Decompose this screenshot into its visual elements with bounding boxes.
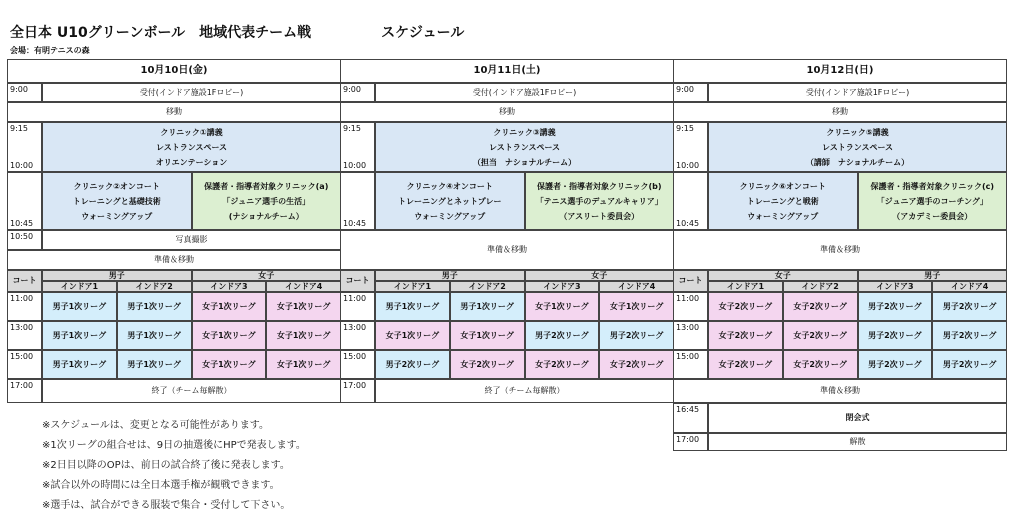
match-cell: 女子2次リーグ	[708, 292, 783, 321]
clinic-parents-cell-line: （アカデミー委員会）	[892, 211, 973, 221]
group-header: 女子	[525, 270, 675, 281]
time-label: 10:50	[7, 230, 42, 250]
match-cell: 男子1次リーグ	[117, 321, 192, 350]
time-label: 9:00	[7, 83, 42, 102]
court-label: コート	[673, 270, 708, 292]
lecture-cell-line: （講師 ナショナルチーム）	[805, 157, 910, 167]
match-cell: 女子1次リーグ	[192, 350, 267, 379]
match-cell: 女子1次リーグ	[266, 292, 341, 321]
time-label: 9:00	[673, 83, 708, 102]
court-header: インドア1	[708, 281, 783, 292]
lecture-cell-line: レストランスペース	[821, 142, 894, 152]
match-cell: 男子2次リーグ	[858, 321, 933, 350]
clinic-parents-cell-line: 保護者・指導者対象クリニック(c)	[870, 181, 995, 191]
match-cell: 男子2次リーグ	[525, 321, 600, 350]
match-cell: 女子1次リーグ	[266, 321, 341, 350]
match-cell: 女子1次リーグ	[599, 292, 674, 321]
day-header: 10月12日(日)	[673, 59, 1007, 83]
court-header: インドア3	[858, 281, 933, 292]
note-item: ※1次リーグの組合せは、9日の抽選後にHPで発表します。	[42, 440, 306, 451]
clinic-parents-cell	[525, 172, 675, 230]
group-header: 男子	[858, 270, 1008, 281]
clinic-parents-cell-line: 「テニス選手のデュアルキャリア」	[535, 196, 663, 206]
clinic-oncourt-cell-line: トレーニングと基礎技術	[72, 196, 161, 206]
time-label: 11:00	[7, 292, 42, 321]
match-cell: 男子2次リーグ	[932, 350, 1007, 379]
match-cell: 男子2次リーグ	[858, 292, 933, 321]
move-cell: 移動	[340, 102, 674, 122]
time-start: 9:15	[343, 124, 361, 133]
day-header: 10月11日(土)	[340, 59, 674, 83]
time-label: 11:00	[340, 292, 375, 321]
time-label: 13:00	[673, 321, 708, 350]
time-label: 17:00	[340, 379, 375, 403]
match-cell: 男子2次リーグ	[932, 292, 1007, 321]
match-cell: 女子1次リーグ	[525, 292, 600, 321]
court-header: インドア2	[117, 281, 192, 292]
match-cell: 女子2次リーグ	[525, 350, 600, 379]
match-cell: 女子1次リーグ	[375, 321, 450, 350]
clinic-oncourt-cell-line: クリニック④オンコート	[406, 181, 493, 191]
match-cell: 女子1次リーグ	[192, 321, 267, 350]
court-header: インドア3	[192, 281, 267, 292]
note-item: ※2日目以降のOPは、前日の試合終了後に発表します。	[42, 460, 290, 471]
group-header: 女子	[192, 270, 342, 281]
lecture-cell	[42, 122, 341, 172]
lecture-cell-line: クリニック①講義	[160, 127, 223, 137]
clinic-parents-cell-line: 保護者・指導者対象クリニック(b)	[536, 181, 662, 191]
photo-cell: 写真撮影	[42, 230, 341, 250]
day-header: 10月10日(金)	[7, 59, 341, 83]
time-label: 13:00	[7, 321, 42, 350]
match-cell: 女子2次リーグ	[783, 292, 858, 321]
reception-cell: 受付(インドア施設1Fロビー)	[42, 83, 341, 102]
clinic-parents-cell-line: 「ジュニア選手のコーチング」	[876, 196, 988, 206]
time-label	[340, 172, 375, 230]
match-cell: 女子2次リーグ	[783, 321, 858, 350]
dismiss-cell: 解散	[708, 433, 1007, 451]
clinic-oncourt-cell	[708, 172, 858, 230]
clinic-oncourt-cell	[42, 172, 192, 230]
reception-cell: 受付(インドア施設1Fロビー)	[708, 83, 1007, 102]
time-label: 17:00	[7, 379, 42, 403]
prep-cell: 準備＆移動	[673, 230, 1007, 270]
match-cell: 男子1次リーグ	[450, 292, 525, 321]
match-cell: 男子1次リーグ	[42, 292, 117, 321]
clinic-parents-cell-line: （アスリート委員会）	[559, 211, 640, 221]
prep-cell: 準備＆移動	[340, 230, 674, 270]
match-cell: 男子1次リーグ	[42, 350, 117, 379]
match-cell: 男子1次リーグ	[117, 292, 192, 321]
lecture-cell-line: クリニック⑤講義	[826, 127, 889, 137]
time-label: 13:00	[340, 321, 375, 350]
court-label: コート	[340, 270, 375, 292]
court-header: インドア2	[783, 281, 858, 292]
match-cell: 女子1次リーグ	[450, 321, 525, 350]
time-label	[7, 122, 42, 172]
group-header: 男子	[42, 270, 192, 281]
clinic-oncourt-cell-line: トレーニングとネットプレー	[398, 196, 502, 206]
court-header: インドア4	[266, 281, 341, 292]
court-header: インドア1	[42, 281, 117, 292]
match-cell: 女子2次リーグ	[599, 350, 674, 379]
move-cell: 移動	[673, 102, 1007, 122]
match-cell: 男子1次リーグ	[375, 292, 450, 321]
match-cell: 男子2次リーグ	[858, 350, 933, 379]
match-cell: 女子1次リーグ	[192, 292, 267, 321]
time-label	[673, 172, 708, 230]
time-label: 17:00	[673, 433, 708, 451]
match-cell: 男子1次リーグ	[117, 350, 192, 379]
match-cell: 女子2次リーグ	[708, 350, 783, 379]
time-label: 15:00	[673, 350, 708, 379]
court-label: コート	[7, 270, 42, 292]
page-title: 全日本 U10グリーンボール 地域代表チーム戦 スケジュール	[10, 25, 465, 41]
closing-cell: 閉会式	[708, 403, 1007, 433]
group-header: 女子	[708, 270, 858, 281]
clinic-oncourt-cell-line: ウォーミングアップ	[747, 211, 819, 221]
court-header: インドア3	[525, 281, 600, 292]
court-header: インドア4	[599, 281, 674, 292]
time-end: 10:00	[343, 161, 367, 170]
lecture-cell-line: （担当 ナショナルチーム）	[472, 157, 577, 167]
match-cell: 女子2次リーグ	[450, 350, 525, 379]
match-cell: 男子2次リーグ	[932, 321, 1007, 350]
clinic-parents-cell	[192, 172, 342, 230]
clinic-oncourt-cell-line: クリニック⑥オンコート	[739, 181, 826, 191]
time-label: 15:00	[7, 350, 42, 379]
time-label: 11:00	[673, 292, 708, 321]
time-end: 10:45	[676, 219, 700, 228]
end-cell: 終了（チーム毎解散）	[375, 379, 674, 403]
move-cell: 移動	[7, 102, 341, 122]
match-cell: 女子1次リーグ	[266, 350, 341, 379]
time-start: 9:15	[676, 124, 694, 133]
schedule-table	[0, 59, 1024, 454]
lecture-cell-line: レストランスペース	[488, 142, 561, 152]
clinic-oncourt-cell-line: ウォーミングアップ	[414, 211, 486, 221]
court-header: インドア2	[450, 281, 525, 292]
time-label: 15:00	[340, 350, 375, 379]
clinic-parents-cell-line: 保護者・指導者対象クリニック(a)	[204, 181, 329, 191]
note-item: ※選手は、試合ができる服装で集合・受付して下さい。	[42, 500, 291, 511]
lecture-cell-line: オリエンテーション	[155, 157, 228, 167]
end-cell: 終了（チーム毎解散）	[42, 379, 341, 403]
time-end: 10:45	[10, 219, 34, 228]
clinic-oncourt-cell-line: クリニック②オンコート	[73, 181, 160, 191]
match-cell: 女子2次リーグ	[708, 321, 783, 350]
match-cell: 男子2次リーグ	[375, 350, 450, 379]
time-end: 10:00	[676, 161, 700, 170]
lecture-cell	[708, 122, 1007, 172]
clinic-parents-cell-line: 「ジュニア選手の生活」	[222, 196, 311, 206]
lecture-cell-line: レストランスペース	[155, 142, 228, 152]
reception-cell: 受付(インドア施設1Fロビー)	[375, 83, 674, 102]
note-item: ※試合以外の時間には全日本選手権が観戦できます。	[42, 480, 280, 491]
match-cell: 男子1次リーグ	[42, 321, 117, 350]
time-start: 9:15	[10, 124, 28, 133]
note-item: ※スケジュールは、変更となる可能性があります。	[42, 420, 269, 431]
clinic-oncourt-cell	[375, 172, 525, 230]
match-cell: 女子2次リーグ	[783, 350, 858, 379]
lecture-cell-line: クリニック③講義	[493, 127, 556, 137]
court-header: インドア4	[932, 281, 1007, 292]
time-end: 10:00	[10, 161, 34, 170]
time-end: 10:45	[343, 219, 367, 228]
clinic-oncourt-cell-line: トレーニングと戦術	[746, 196, 819, 206]
time-label	[673, 122, 708, 172]
clinic-oncourt-cell-line: ウォーミングアップ	[81, 211, 153, 221]
group-header: 男子	[375, 270, 525, 281]
time-label	[340, 122, 375, 172]
clinic-parents-cell-line: (ナショナルチーム）	[228, 211, 304, 221]
time-label: 16:45	[673, 403, 708, 433]
match-cell: 男子2次リーグ	[599, 321, 674, 350]
time-label	[7, 172, 42, 230]
time-label: 9:00	[340, 83, 375, 102]
court-header: インドア1	[375, 281, 450, 292]
prep-cell: 準備＆移動	[673, 379, 1007, 403]
prep-cell: 準備＆移動	[7, 250, 341, 270]
venue-label: 会場：有明テニスの森	[10, 46, 90, 55]
clinic-parents-cell	[858, 172, 1008, 230]
lecture-cell	[375, 122, 674, 172]
